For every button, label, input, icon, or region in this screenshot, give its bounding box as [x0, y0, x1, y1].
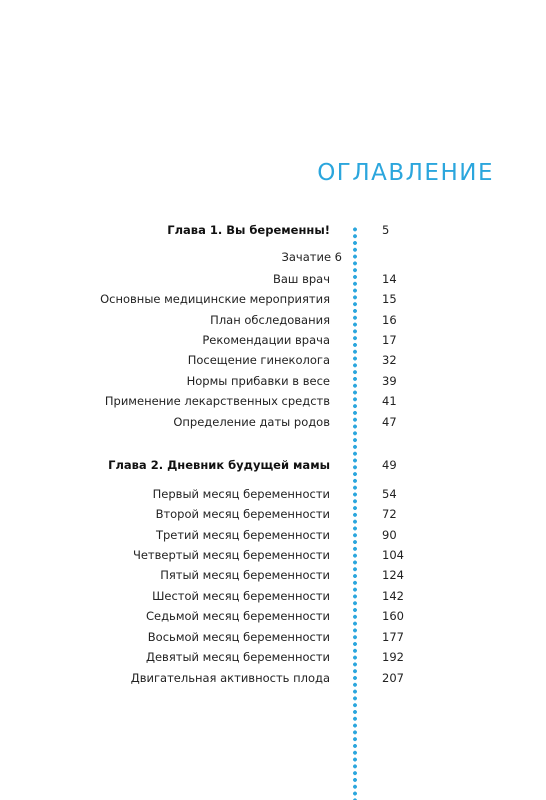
toc-entry[interactable] — [0, 331, 546, 349]
toc-entry-page: 49 — [382, 458, 397, 472]
toc-entry-label: Глава 2. Дневник будущей мамы — [108, 458, 330, 472]
toc-entry-label: Определение даты родов — [173, 415, 330, 429]
toc-entry[interactable] — [0, 566, 546, 584]
toc-entry-label: Ваш врач — [272, 272, 330, 286]
toc-entry[interactable] — [0, 669, 546, 687]
toc-entry[interactable] — [0, 505, 546, 523]
toc-entry-label: Нормы прибавки в весе — [186, 374, 330, 388]
toc-chapter-2[interactable] — [0, 456, 546, 474]
toc-entry-label: Восьмой месяц беременности — [147, 630, 330, 644]
toc-entry-page: 16 — [382, 313, 397, 327]
toc-entry-page: 17 — [382, 333, 397, 347]
toc-entry-label: Применение лекарственных средств — [104, 394, 330, 408]
toc-entry[interactable] — [0, 526, 546, 544]
toc-entry-page: 41 — [382, 394, 397, 408]
toc-entry-page: 32 — [382, 353, 397, 367]
page-title: ОГЛАВЛЕНИЕ — [317, 160, 494, 186]
toc-entry[interactable] — [0, 628, 546, 646]
toc-entry-label: Шестой месяц беременности — [152, 589, 330, 603]
toc-entry-label: Третий месяц беременности — [155, 528, 330, 542]
toc-entry-label: Второй месяц беременности — [155, 507, 330, 521]
toc-entry-page: 15 — [382, 292, 397, 306]
toc-entry-page: 5 — [382, 223, 390, 237]
toc-entry[interactable] — [0, 290, 546, 308]
toc-entry-label: Основные медицинские мероприятия — [100, 292, 330, 306]
toc-entry-page: 54 — [382, 487, 397, 501]
toc-entry-label: Первый месяц беременности — [152, 487, 330, 501]
toc-entry-page: 207 — [382, 671, 404, 685]
toc-entry[interactable] — [0, 270, 546, 288]
toc-entry-label: Четвертый месяц беременности — [132, 548, 330, 562]
toc-entry-page: 124 — [382, 568, 404, 582]
toc-entry[interactable] — [0, 648, 546, 666]
toc-entry[interactable] — [0, 392, 546, 410]
toc-entry-label: Глава 1. Вы беременны! — [167, 223, 330, 237]
toc-entry-label: Зачатие 6 — [281, 250, 342, 264]
toc-entry[interactable] — [0, 311, 546, 329]
toc-entry-page: 72 — [382, 507, 397, 521]
toc-entry-page: 177 — [382, 630, 404, 644]
toc-entry-page: 14 — [382, 272, 397, 286]
toc-entry-page: 47 — [382, 415, 397, 429]
toc-entry-label: Девятый месяц беременности — [146, 650, 330, 664]
toc-entry-label: Рекомендации врача — [202, 333, 330, 347]
toc-entry-page: 192 — [382, 650, 404, 664]
toc-entry-page: 90 — [382, 528, 397, 542]
toc-entry[interactable] — [0, 485, 546, 503]
toc-entry-label: Двигательная активность плода — [130, 671, 330, 685]
toc-entry-page: 104 — [382, 548, 404, 562]
toc-entry-page: 39 — [382, 374, 397, 388]
toc-entry[interactable] — [0, 413, 546, 431]
toc-entry[interactable] — [0, 607, 546, 625]
toc-chapter-1[interactable] — [0, 221, 546, 239]
toc-entry-page: 142 — [382, 589, 404, 603]
toc-entry[interactable] — [0, 587, 546, 605]
toc-entry-page: 160 — [382, 609, 404, 623]
toc-entry[interactable] — [0, 546, 546, 564]
toc-entry-label: Посещение гинеколога — [187, 353, 330, 367]
toc-entry[interactable] — [0, 372, 546, 390]
toc-entry-label: Седьмой месяц беременности — [145, 609, 330, 623]
toc-entry[interactable] — [0, 248, 546, 266]
toc-entry-label: План обследования — [210, 313, 330, 327]
toc-entry-label: Пятый месяц беременности — [160, 568, 330, 582]
toc-entry[interactable] — [0, 351, 546, 369]
